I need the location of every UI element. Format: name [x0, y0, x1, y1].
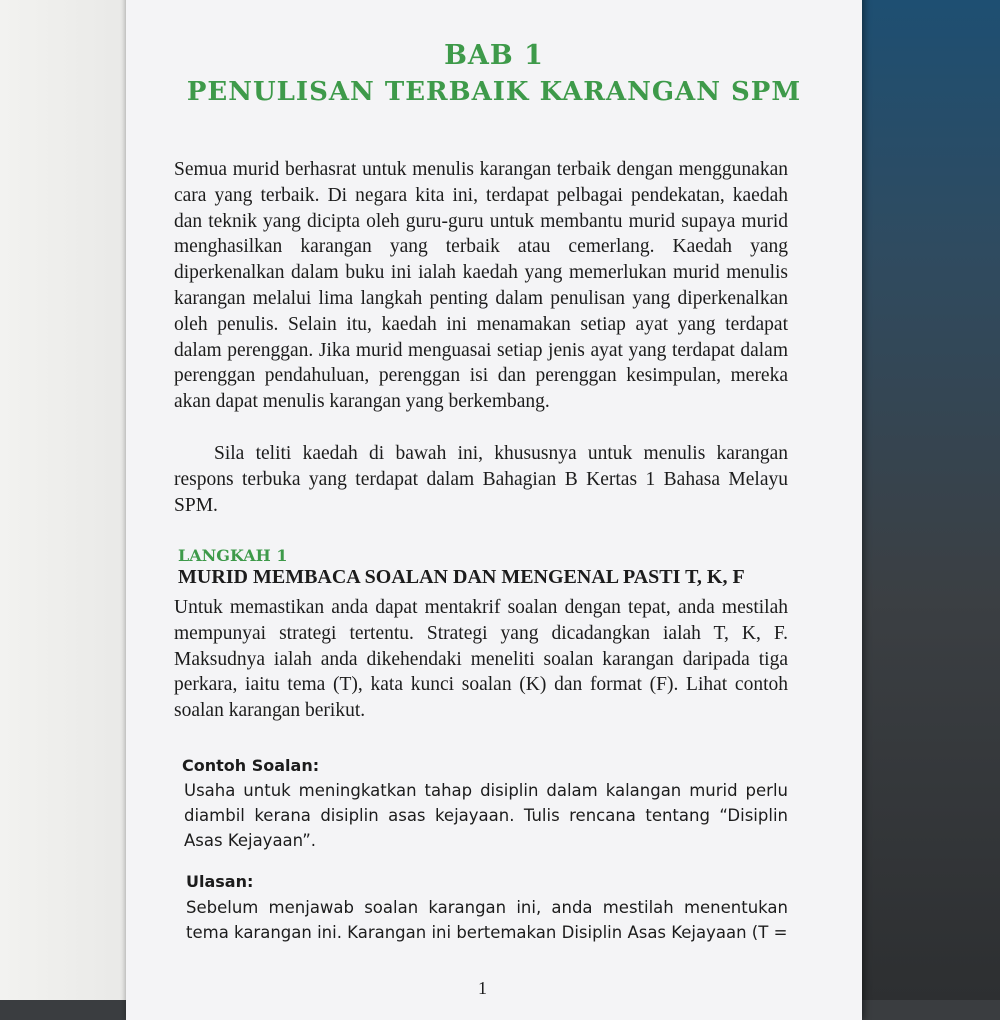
- instruction-paragraph: Sila teliti kaedah di bawah ini, khususnya untuk menulis karangan respons terbuka yang terdapat dalam Bahagian B Kertas 1 Bahasa Melayu SPM.: [174, 443, 788, 516]
- review-heading: Ulasan:: [186, 872, 254, 891]
- book-page: [126, 0, 862, 1020]
- example-text: Usaha untuk meningkatkan tahap disiplin dalam kalangan murid perlu diambil kerana disiplin asas kejayaan. Tulis rencana tentang “Disiplin Asas Kejayaan”.: [184, 781, 788, 850]
- background-right: [862, 0, 1000, 1000]
- example-heading: Contoh Soalan:: [182, 756, 320, 775]
- step-label: LANGKAH 1: [178, 546, 288, 565]
- review-text: Sebelum menjawab soalan karangan ini, anda mestilah menentukan tema karangan ini. Karangan ini bertemakan Disiplin Asas Kejayaan (T =: [186, 898, 788, 942]
- intro-paragraph: Semua murid berhasrat untuk menulis karangan terbaik dengan menggunakan cara yang terbaik. Di negara kita ini, terdapat pelbagai pendekatan, kaedah dan teknik yang dicipta oleh guru-guru untuk membantu murid supaya murid menghasilkan karangan yang terbaik atau cemerlang. Kaedah yang diperkenalkan dalam buku ini ialah kaedah yang memerlukan murid menulis karangan melalui lima langkah penting dalam penulisan yang diperkenalkan oleh penulis. Selain itu, kaedah ini menamakan setiap ayat yang terdapat dalam perenggan. Jika murid menguasai setiap jenis ayat yang terdapat dalam perenggan pendahuluan, perenggan isi dan perenggan kesimpulan, mereka akan dapat menulis karangan yang berkembang.: [174, 159, 788, 413]
- chapter-title: PENULISAN TERBAIK KARANGAN SPM: [186, 77, 802, 107]
- page-number: 1: [478, 978, 487, 998]
- background-left: [0, 0, 128, 1000]
- step-body: Untuk memastikan anda dapat mentakrif soalan dengan tepat, anda mestilah mempunyai strategi tertentu. Strategi yang dicadangkan ialah T, K, F. Maksudnya ialah anda dikehendaki meneliti soalan karangan daripada tiga perkara, iaitu tema (T), kata kunci soalan (K) dan format (F). Lihat contoh soalan karangan berikut.: [174, 597, 788, 722]
- chapter-number: BAB 1: [444, 40, 544, 71]
- step-title: MURID MEMBACA SOALAN DAN MENGENAL PASTI T, K, F: [178, 566, 745, 588]
